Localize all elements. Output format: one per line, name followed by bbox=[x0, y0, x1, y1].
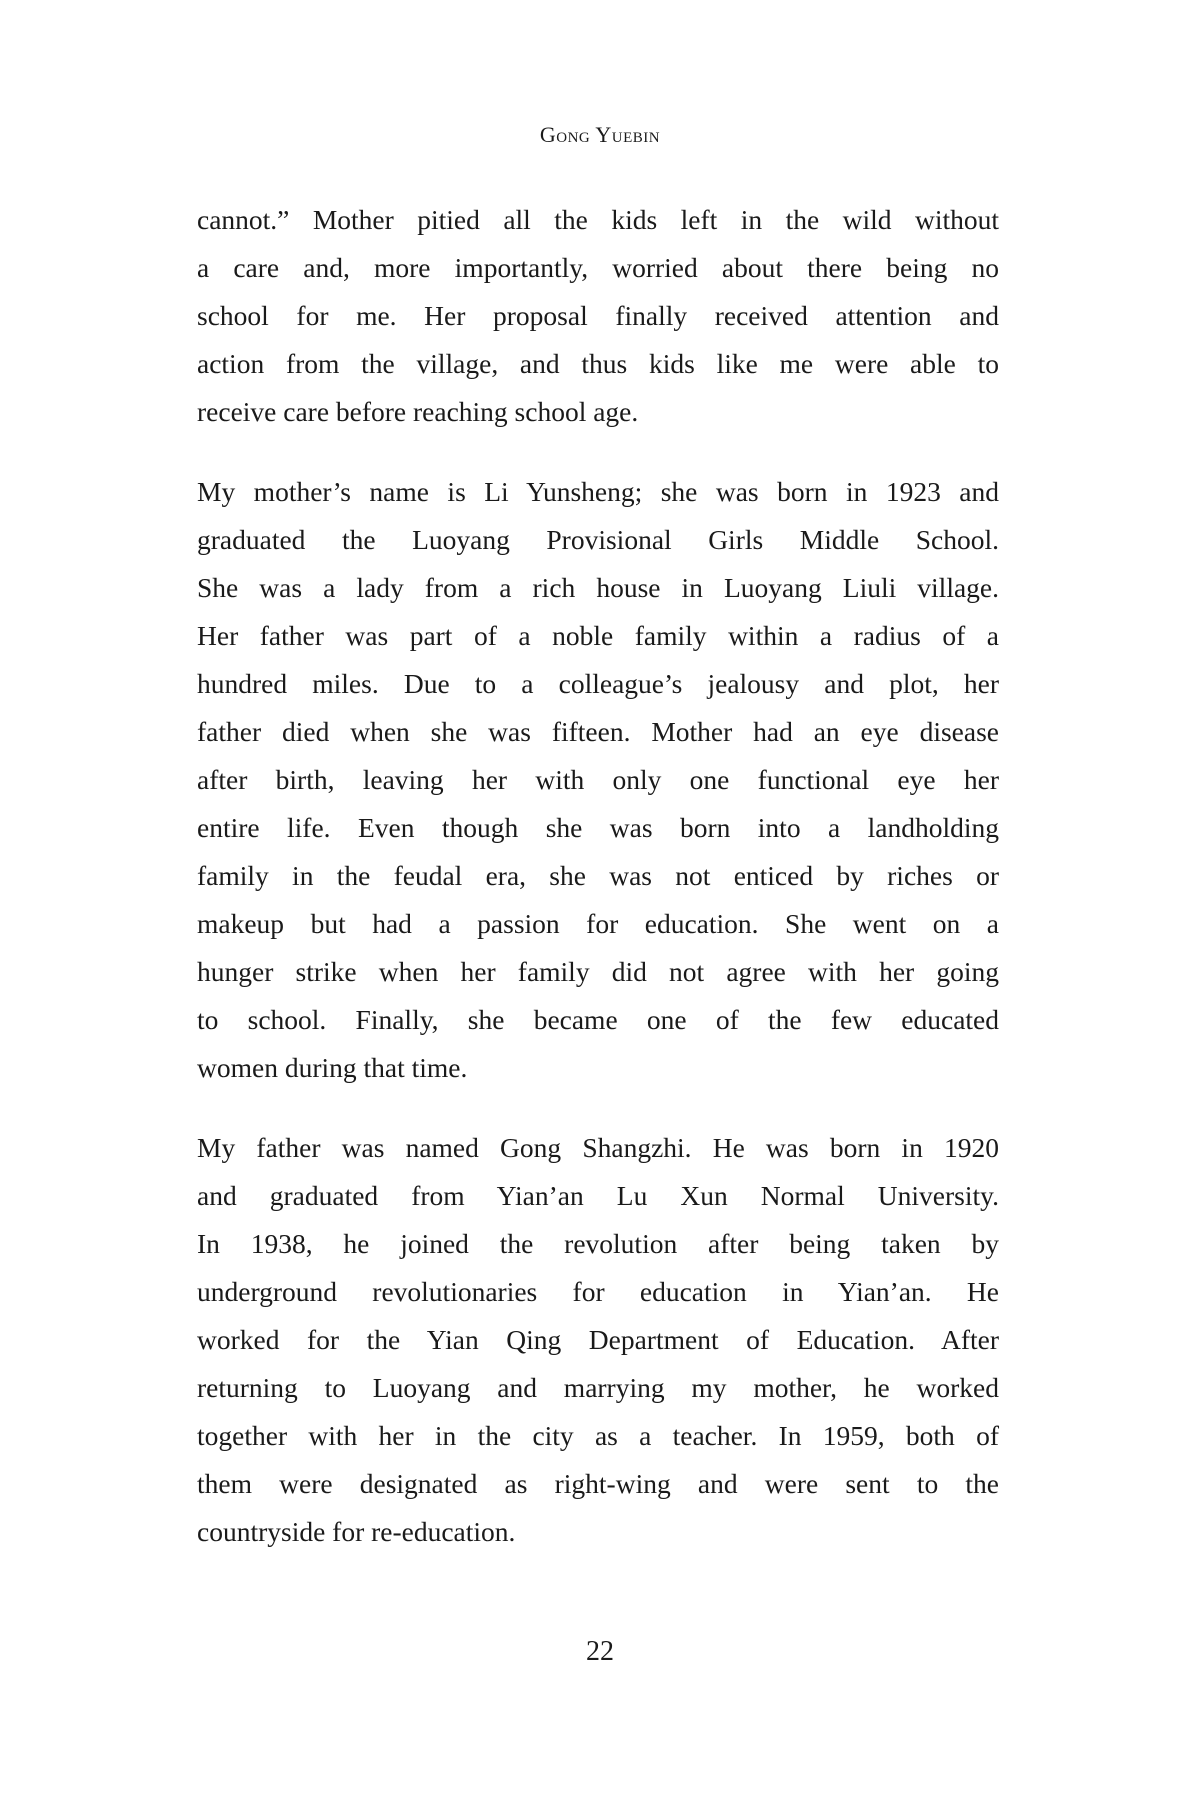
text-line: cannot.” Mother pitied all the kids left in the wild without bbox=[197, 204, 999, 235]
text-line: In 1938, he joined the revolution after being taken by bbox=[197, 1228, 999, 1259]
paragraph bbox=[197, 1124, 999, 1556]
text-line: father died when she was fifteen. Mother had an eye disease bbox=[197, 716, 999, 747]
text-line: action from the village, and thus kids like me were able to bbox=[197, 348, 999, 379]
text-line: after birth, leaving her with only one functional eye her bbox=[197, 764, 999, 795]
text-line: underground revolutionaries for education in Yian’an. He bbox=[197, 1276, 999, 1307]
text-line: to school. Finally, she became one of the few educated bbox=[197, 1004, 999, 1035]
text-line: She was a lady from a rich house in Luoyang Liuli village. bbox=[197, 572, 999, 603]
text-line: worked for the Yian Qing Department of Education. After bbox=[197, 1324, 999, 1355]
text-line: family in the feudal era, she was not enticed by riches or bbox=[197, 860, 999, 891]
text-line: My mother’s name is Li Yunsheng; she was born in 1923 and bbox=[197, 476, 999, 507]
text-line: and graduated from Yian’an Lu Xun Normal University. bbox=[197, 1180, 999, 1211]
text-line: countryside for re-education. bbox=[197, 1516, 516, 1547]
text-line: hunger strike when her family did not agree with her going bbox=[197, 956, 999, 987]
page-number: 22 bbox=[586, 1636, 614, 1667]
text-line: makeup but had a passion for education. She went on a bbox=[197, 908, 999, 939]
paragraph bbox=[197, 468, 999, 1092]
text-line: returning to Luoyang and marrying my mother, he worked bbox=[197, 1372, 999, 1403]
text-line: school for me. Her proposal finally received attention and bbox=[197, 300, 999, 331]
paragraph bbox=[197, 196, 999, 436]
body-text bbox=[197, 196, 999, 1588]
text-line: entire life. Even though she was born into a landholding bbox=[197, 812, 999, 843]
text-line: receive care before reaching school age. bbox=[197, 396, 639, 427]
text-line: hundred miles. Due to a colleague’s jealousy and plot, her bbox=[197, 668, 999, 699]
text-line: together with her in the city as a teacher. In 1959, both of bbox=[197, 1420, 999, 1451]
text-line: a care and, more importantly, worried about there being no bbox=[197, 252, 999, 283]
running-header: Gong Yuebin bbox=[539, 122, 661, 147]
text-line: women during that time. bbox=[197, 1052, 468, 1083]
text-line: Her father was part of a noble family within a radius of a bbox=[197, 620, 999, 651]
text-line: them were designated as right-wing and were sent to the bbox=[197, 1468, 999, 1499]
text-line: graduated the Luoyang Provisional Girls Middle School. bbox=[197, 524, 999, 555]
text-line: My father was named Gong Shangzhi. He was born in 1920 bbox=[197, 1132, 999, 1163]
